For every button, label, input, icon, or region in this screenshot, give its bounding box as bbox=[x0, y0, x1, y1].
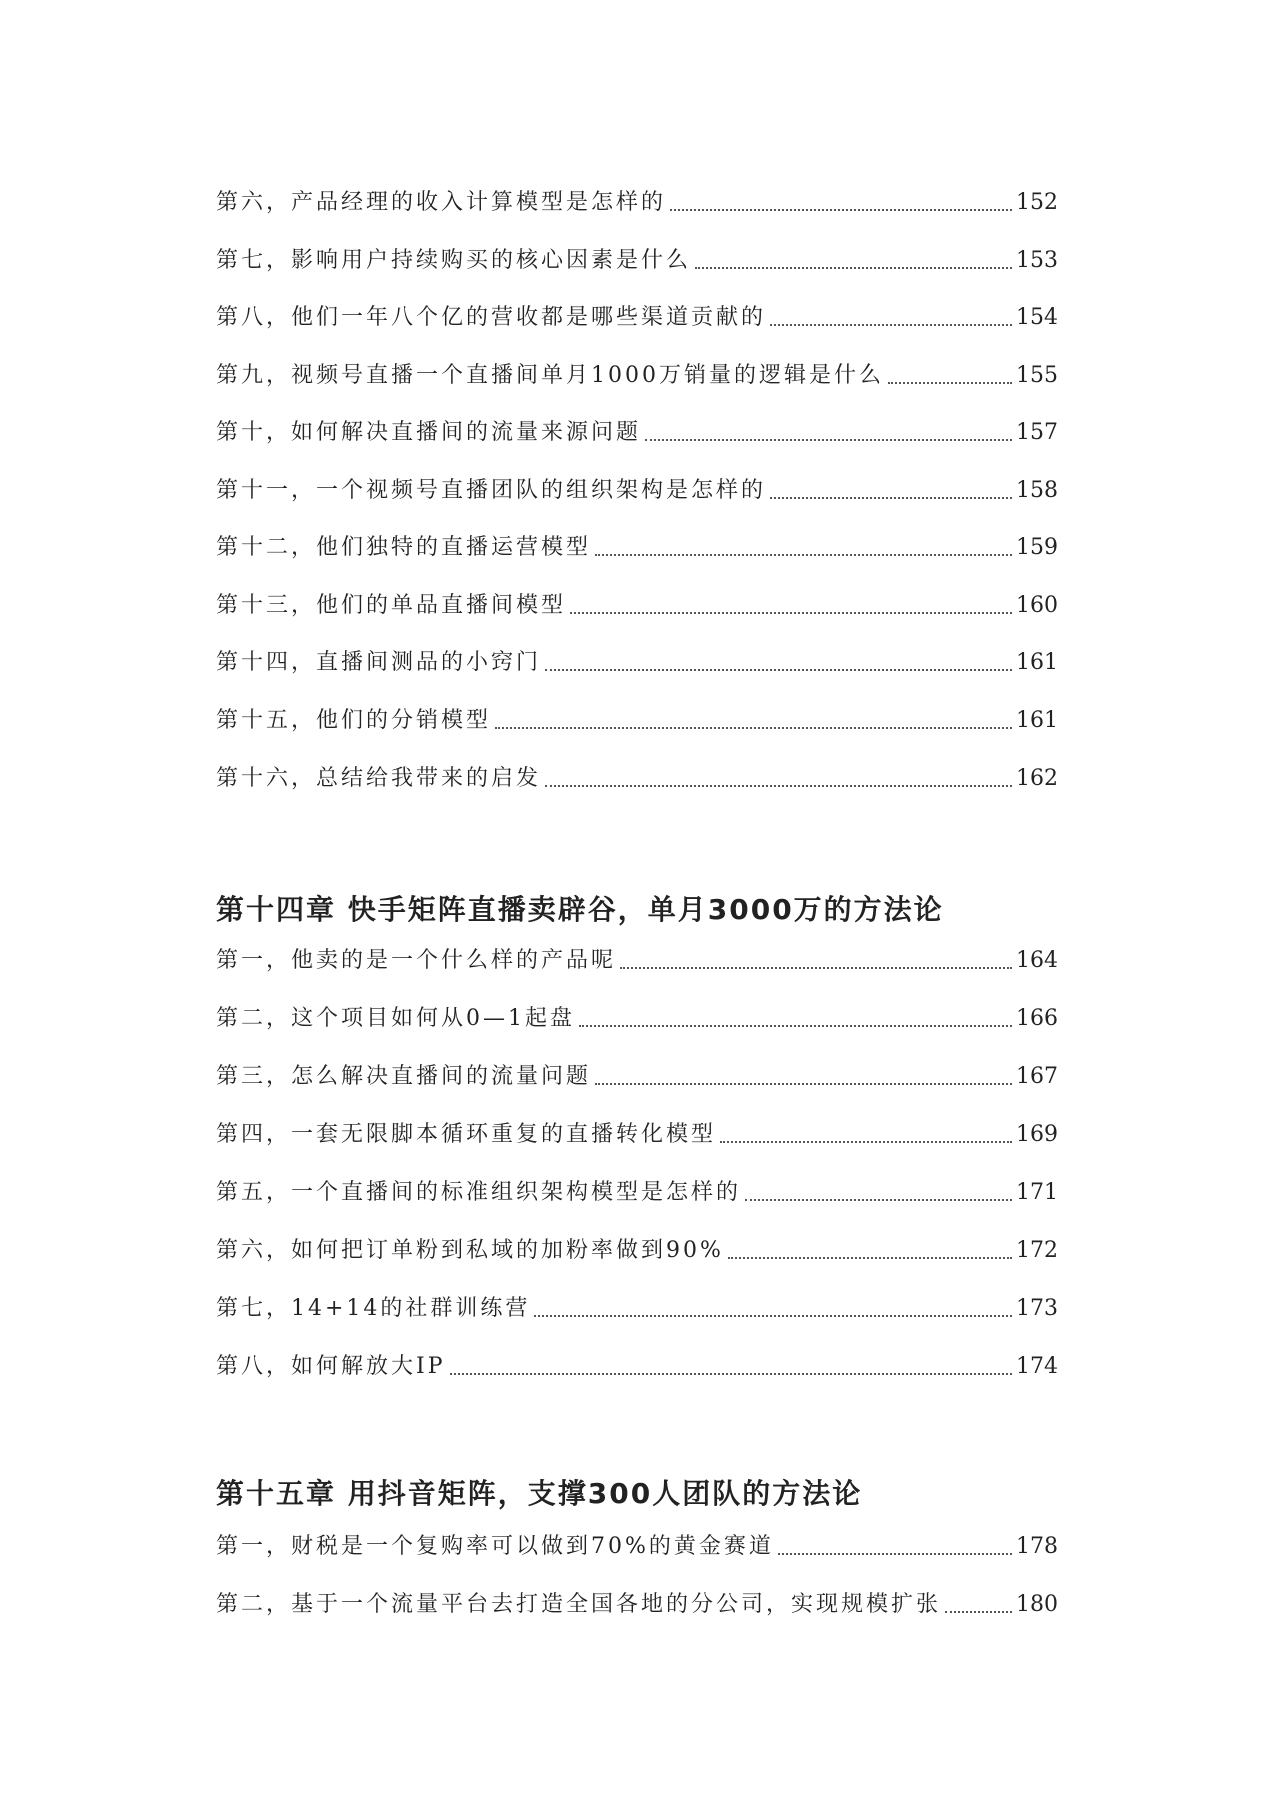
page-number: 159 bbox=[1016, 535, 1058, 560]
dot-leader bbox=[645, 438, 1012, 441]
dot-leader bbox=[695, 266, 1012, 269]
page-number: 162 bbox=[1016, 766, 1058, 791]
entry-title: 第七，14+14的社群训练营 bbox=[216, 1296, 531, 1321]
toc-entry[interactable] bbox=[216, 476, 1058, 506]
entry-title: 第二，基于一个流量平台去打造全国各地的分公司，实现规模扩张 bbox=[216, 1592, 942, 1617]
toc-entry[interactable] bbox=[216, 1236, 1058, 1266]
page-number: 161 bbox=[1016, 708, 1058, 733]
toc-entry[interactable] bbox=[216, 188, 1058, 218]
entry-title: 第八，他们一年八个亿的营收都是哪些渠道贡献的 bbox=[216, 305, 767, 330]
page-number: 157 bbox=[1016, 420, 1058, 445]
page-number: 178 bbox=[1016, 1534, 1058, 1559]
dot-leader bbox=[745, 1198, 1012, 1201]
entry-title: 第十一，一个视频号直播团队的组织架构是怎样的 bbox=[216, 478, 767, 503]
page-number: 158 bbox=[1016, 478, 1058, 503]
page-number: 161 bbox=[1016, 650, 1058, 675]
chapter-heading[interactable]: 第十五章 用抖音矩阵，支撑300人团队的方法论 bbox=[216, 1477, 863, 1510]
page-number: 167 bbox=[1016, 1064, 1058, 1089]
chapter-heading[interactable]: 第十四章 快手矩阵直播卖辟谷，单月3000万的方法论 bbox=[216, 893, 944, 926]
entry-title: 第六，如何把订单粉到私域的加粉率做到90% bbox=[216, 1238, 724, 1263]
toc-entry[interactable] bbox=[216, 1294, 1058, 1324]
toc-entry[interactable] bbox=[216, 1062, 1058, 1092]
entry-title: 第四，一套无限脚本循环重复的直播转化模型 bbox=[216, 1122, 717, 1147]
dot-leader bbox=[495, 726, 1012, 729]
dot-leader bbox=[945, 1610, 1012, 1613]
entry-title: 第一，财税是一个复购率可以做到70%的黄金赛道 bbox=[216, 1534, 774, 1559]
page-number: 160 bbox=[1016, 593, 1058, 618]
entry-title: 第十二，他们独特的直播运营模型 bbox=[216, 535, 592, 560]
page-number: 155 bbox=[1016, 363, 1058, 388]
dot-leader bbox=[620, 966, 1012, 969]
dot-leader bbox=[534, 1314, 1012, 1317]
toc-entry[interactable] bbox=[216, 946, 1058, 976]
entry-title: 第六，产品经理的收入计算模型是怎样的 bbox=[216, 190, 667, 215]
entry-title: 第十五，他们的分销模型 bbox=[216, 708, 492, 733]
page-number: 174 bbox=[1016, 1354, 1058, 1379]
toc-entry[interactable] bbox=[216, 303, 1058, 333]
dot-leader bbox=[579, 1024, 1012, 1027]
entry-title: 第五，一个直播间的标准组织架构模型是怎样的 bbox=[216, 1180, 742, 1205]
page-number: 173 bbox=[1016, 1296, 1058, 1321]
toc-entry[interactable] bbox=[216, 1004, 1058, 1034]
entry-title: 第十六，总结给我带来的启发 bbox=[216, 766, 542, 791]
toc-entry[interactable] bbox=[216, 1120, 1058, 1150]
dot-leader bbox=[770, 323, 1012, 326]
toc-entry[interactable] bbox=[216, 648, 1058, 678]
dot-leader bbox=[545, 784, 1012, 787]
toc-entry[interactable] bbox=[216, 706, 1058, 736]
dot-leader bbox=[778, 1552, 1012, 1555]
page-number: 154 bbox=[1016, 305, 1058, 330]
page-number: 152 bbox=[1016, 190, 1058, 215]
dot-leader bbox=[770, 496, 1012, 499]
page-number: 171 bbox=[1016, 1180, 1058, 1205]
toc-entry[interactable] bbox=[216, 1178, 1058, 1208]
entry-title: 第八，如何解放大IP bbox=[216, 1354, 446, 1379]
entry-title: 第十，如何解决直播间的流量来源问题 bbox=[216, 420, 642, 445]
entry-title: 第十四，直播间测品的小窍门 bbox=[216, 650, 542, 675]
toc-entry[interactable] bbox=[216, 533, 1058, 563]
dot-leader bbox=[720, 1140, 1012, 1143]
toc-entry[interactable] bbox=[216, 591, 1058, 621]
entry-title: 第七，影响用户持续购买的核心因素是什么 bbox=[216, 248, 692, 273]
page-number: 169 bbox=[1016, 1122, 1058, 1147]
toc-entry[interactable] bbox=[216, 361, 1058, 391]
toc-entry[interactable] bbox=[216, 1590, 1058, 1620]
toc-entry[interactable] bbox=[216, 246, 1058, 276]
entry-title: 第九，视频号直播一个直播间单月1000万销量的逻辑是什么 bbox=[216, 363, 884, 388]
entry-title: 第一，他卖的是一个什么样的产品呢 bbox=[216, 948, 617, 973]
toc-entry[interactable] bbox=[216, 1532, 1058, 1562]
page-number: 153 bbox=[1016, 248, 1058, 273]
dot-leader bbox=[728, 1256, 1012, 1259]
dot-leader bbox=[570, 611, 1012, 614]
toc-entry[interactable] bbox=[216, 418, 1058, 448]
dot-leader bbox=[888, 381, 1012, 384]
page-number: 172 bbox=[1016, 1238, 1058, 1263]
dot-leader bbox=[595, 1082, 1012, 1085]
toc-entry[interactable] bbox=[216, 764, 1058, 794]
entry-title: 第二，这个项目如何从0—1起盘 bbox=[216, 1006, 575, 1031]
dot-leader bbox=[670, 208, 1012, 211]
page-number: 164 bbox=[1016, 948, 1058, 973]
entry-title: 第十三，他们的单品直播间模型 bbox=[216, 593, 567, 618]
toc-entry[interactable] bbox=[216, 1352, 1058, 1382]
page-number: 180 bbox=[1016, 1592, 1058, 1617]
dot-leader bbox=[595, 553, 1012, 556]
dot-leader bbox=[545, 668, 1012, 671]
page-number: 166 bbox=[1016, 1006, 1058, 1031]
entry-title: 第三，怎么解决直播间的流量问题 bbox=[216, 1064, 592, 1089]
dot-leader bbox=[450, 1372, 1013, 1375]
